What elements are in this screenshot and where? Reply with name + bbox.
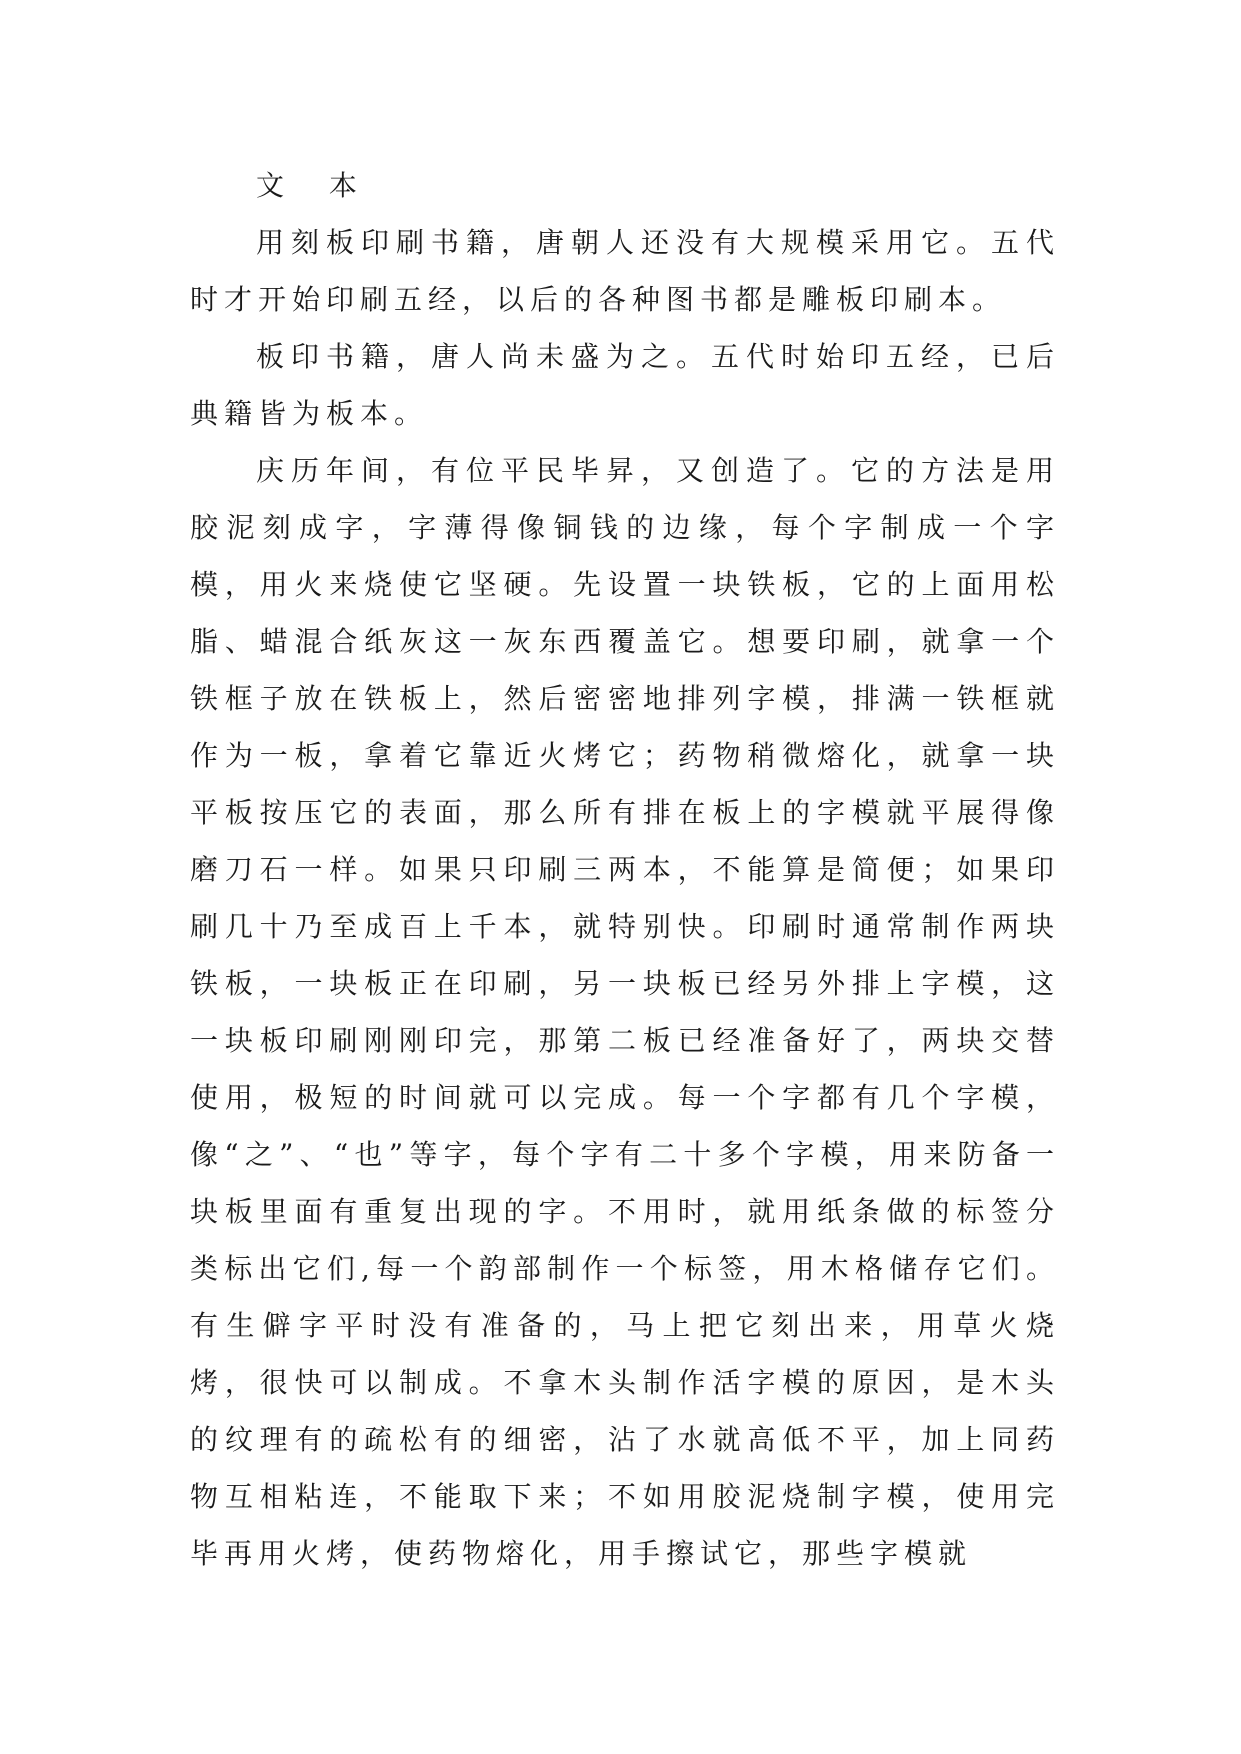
paragraph-original-text: 板印书籍，唐人尚未盛为之。五代时始印五经，已后典籍皆为板本。 (190, 340, 1060, 430)
section-heading: 文 本 (256, 169, 375, 202)
paragraph-translation-2: 庆历年间，有位平民毕昇，又创造了。它的方法是用胶泥刻成字，字薄得像铜钱的边缘，每个字制成一个字模，用火来烧使它坚硬。先设置一块铁板，它的上面用松脂、蜡混合纸灰这一灰东西覆盖它。想要印刷，就拿一个铁框子放在铁板上，然后密密地排列字模，排满一铁框就作为一板，拿着它靠近火烤它；药物稍微熔化，就拿一块平板按压它的表面，那么所有排在板上的字模就平展得像磨刀石一样。如果只印刷三两本，不能算是简便；如果印刷几十乃至成百上千本，就特别快。印刷时通常制作两块铁板，一块板正在印刷，另一块板已经另外排上字模，这一块板印刷刚刚印完，那第二板已经准备好了，两块交替使用，极短的时间就可以完成。每一个字都有几个字模，像“之”、“也”等字，每个字有二十多个字模，用来防备一块板里面有重复出现的字。不用时，就用纸条做的标签分类标出它们,每一个韵部制作一个标签，用木格储存它们。有生僻字平时没有准备的，马上把它刻出来，用草火烧烤，很快可以制成。不拿木头制作活字模的原因，是木头的纹理有的疏松有的细密，沾了水就高低不平，加上同药物互相粘连，不能取下来；不如用胶泥烧制字模，使用完毕再用火烤，使药物熔化，用手擦试它，那些字模就 (190, 454, 1060, 1570)
paragraph-translation-1: 用刻板印刷书籍，唐朝人还没有大规模采用它。五代时才开始印刷五经，以后的各种图书都是雕板印刷本。 (190, 226, 1060, 316)
document-page (190, 157, 1060, 1582)
